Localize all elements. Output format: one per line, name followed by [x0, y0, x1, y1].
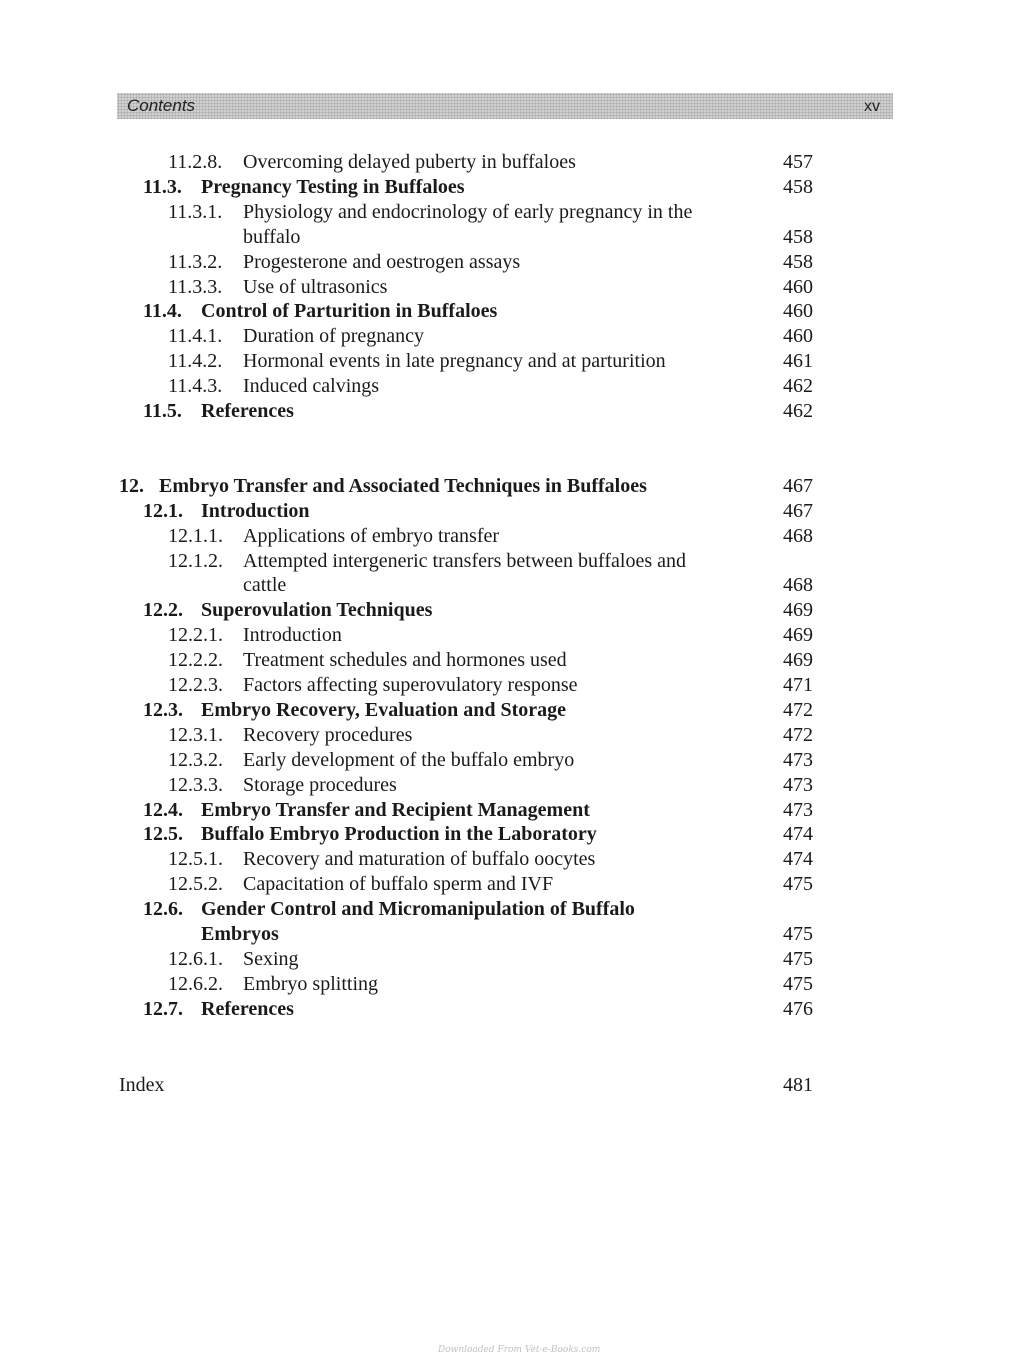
toc-entry-number: 12.3.	[143, 699, 183, 721]
toc-entry-number: 12.3.3.	[168, 774, 223, 796]
toc-section[interactable]	[143, 822, 597, 846]
toc-entry-number: 11.3.2.	[168, 251, 223, 273]
toc-page-number: 467	[783, 500, 813, 522]
toc-page-number: 475	[783, 873, 813, 895]
toc-subsection[interactable]	[168, 374, 379, 398]
toc-entry-title: Induced calvings	[243, 375, 380, 397]
toc-entry-title: Attempted intergeneric transfers between buffaloes and	[243, 550, 686, 572]
toc-entry-number: 12.5.	[143, 823, 183, 845]
toc-subsection[interactable]	[168, 623, 342, 647]
toc-entry-title: Recovery and maturation of buffalo oocytes	[243, 848, 596, 870]
toc-entry-number: 11.4.3.	[168, 375, 223, 397]
toc-subsection[interactable]	[168, 872, 553, 896]
toc-page-number: 475	[783, 948, 813, 970]
toc-page-number: 471	[783, 674, 813, 696]
index-label: Index	[119, 1074, 165, 1096]
toc-page-number: 472	[783, 699, 813, 721]
toc-section[interactable]	[143, 175, 465, 199]
toc-page-number: 469	[783, 624, 813, 646]
toc-section[interactable]	[143, 299, 497, 323]
toc-entry-title: References	[201, 400, 294, 422]
toc-page-number: 469	[783, 649, 813, 671]
toc-entry-number: 12.5.2.	[168, 873, 223, 895]
toc-entry-title: Introduction	[243, 624, 342, 646]
toc-page-number: 460	[783, 276, 813, 298]
footer-watermark: Downloaded From Vet-e-Books.com	[438, 1345, 601, 1355]
toc-section[interactable]	[143, 897, 635, 921]
toc-entry-number: 12.6.	[143, 898, 183, 920]
toc-page-number: 458	[783, 226, 813, 248]
toc-section[interactable]	[143, 698, 566, 722]
toc-page-number: 476	[783, 998, 813, 1020]
toc-entry-title: Use of ultrasonics	[243, 276, 388, 298]
toc-section[interactable]	[143, 399, 294, 423]
toc-entry-number: 12.1.	[143, 500, 183, 522]
toc-entry-title: Duration of pregnancy	[243, 325, 425, 347]
toc-subsection[interactable]	[168, 723, 412, 747]
toc-page-number: 462	[783, 400, 813, 422]
toc-entry-number: 12.6.1.	[168, 948, 223, 970]
toc-entry-number: 12.5.1.	[168, 848, 223, 870]
toc-page-number: 473	[783, 749, 813, 771]
toc-subsection[interactable]	[168, 773, 397, 797]
toc-entry-number: 12.3.1.	[168, 724, 223, 746]
toc-entry-number: 12.1.2.	[168, 550, 223, 572]
toc-entry-title: Recovery procedures	[243, 724, 413, 746]
toc-page-number: 475	[783, 973, 813, 995]
running-header-band	[117, 93, 893, 119]
toc-page-number: 468	[783, 525, 813, 547]
toc-subsection[interactable]	[168, 349, 666, 373]
toc-entry-title-continuation: cattle	[243, 574, 287, 596]
running-header-title: Contents	[127, 96, 196, 115]
toc-subsection[interactable]	[168, 524, 499, 548]
toc-subsection[interactable]	[168, 324, 424, 348]
toc-entry-title: Early development of the buffalo embryo	[243, 749, 575, 771]
toc-entry-title: Introduction	[201, 500, 310, 522]
running-header-page-number: xv	[864, 98, 880, 115]
toc-entry-title: Capacitation of buffalo sperm and IVF	[243, 873, 554, 895]
toc-entry-title: Storage procedures	[243, 774, 397, 796]
toc-entry-title: Superovulation Techniques	[201, 599, 433, 621]
toc-entry-number: 12.2.	[143, 599, 183, 621]
toc-page-number: 460	[783, 300, 813, 322]
toc-entry-title: Progesterone and oestrogen assays	[243, 251, 521, 273]
toc-subsection[interactable]	[168, 200, 692, 224]
toc-entry-number: 11.3.1.	[168, 201, 223, 223]
toc-entry-title: Factors affecting superovulatory response	[243, 674, 578, 696]
toc-subsection[interactable]	[168, 275, 387, 299]
toc-entry-title: Sexing	[243, 948, 299, 970]
toc-entry-title: References	[201, 998, 294, 1020]
toc-entry-title: Embryo Transfer and Recipient Management	[201, 799, 590, 821]
toc-page-number: 474	[783, 848, 813, 870]
toc-subsection[interactable]	[168, 150, 576, 174]
toc-page-number: 473	[783, 774, 813, 796]
index-page-number: 481	[783, 1074, 813, 1096]
toc-entry-number: 11.4.1.	[168, 325, 223, 347]
toc-entry-title: Applications of embryo transfer	[243, 525, 500, 547]
toc-entry-number: 12.7.	[143, 998, 183, 1020]
toc-entry-number: 12.4.	[143, 799, 183, 821]
toc-page-number: 462	[783, 375, 813, 397]
toc-entry-title-continuation: Embryos	[201, 923, 279, 945]
toc-entry-number: 11.4.2.	[168, 350, 223, 372]
toc-entry-number: 12.3.2.	[168, 749, 223, 771]
toc-section[interactable]	[143, 499, 310, 523]
toc-page-number: 472	[783, 724, 813, 746]
toc-entry-title: Pregnancy Testing in Buffaloes	[201, 176, 465, 198]
toc-page-number: 475	[783, 923, 813, 945]
toc-entry-number: 12.2.2.	[168, 649, 223, 671]
toc-entry-number: 11.5.	[143, 400, 182, 422]
toc-chapter[interactable]	[119, 474, 647, 498]
toc-entry-title: Buffalo Embryo Production in the Laboratory	[201, 823, 597, 845]
toc-entry-number: 12.2.3.	[168, 674, 223, 696]
toc-page-number: 458	[783, 251, 813, 273]
toc-subsection[interactable]	[168, 250, 520, 274]
toc-entry-title: Hormonal events in late pregnancy and at parturition	[243, 350, 666, 372]
toc-page-number: 467	[783, 475, 813, 497]
toc-entry-title: Gender Control and Micromanipulation of Buffalo	[201, 898, 635, 920]
toc-subsection[interactable]	[168, 947, 299, 971]
toc-subsection[interactable]	[168, 847, 595, 871]
toc-page-number: 474	[783, 823, 813, 845]
toc-entry-title: Control of Parturition in Buffaloes	[201, 300, 498, 322]
toc-entry-number: 11.4.	[143, 300, 182, 322]
toc-entry-number: 12.	[119, 475, 144, 497]
toc-entry-title: Treatment schedules and hormones used	[243, 649, 567, 671]
toc-page-number: 460	[783, 325, 813, 347]
toc-section[interactable]	[143, 997, 294, 1021]
toc-subsection[interactable]	[168, 972, 378, 996]
toc-page-number: 468	[783, 574, 813, 596]
toc-entry-number: 11.3.	[143, 176, 182, 198]
toc-entry-title: Embryo Transfer and Associated Techniques in Buffaloes	[159, 475, 647, 497]
toc-entry-number: 11.2.8.	[168, 151, 223, 173]
index-entry[interactable]	[119, 1073, 165, 1097]
toc-page-number: 473	[783, 799, 813, 821]
toc-entry-number: 12.6.2.	[168, 973, 223, 995]
toc-subsection[interactable]	[168, 549, 686, 573]
toc-section[interactable]	[143, 598, 432, 622]
toc-page-number: 469	[783, 599, 813, 621]
toc-entry-number: 12.2.1.	[168, 624, 223, 646]
toc-page-number: 457	[783, 151, 813, 173]
toc-page-number: 458	[783, 176, 813, 198]
toc-entry-title: Physiology and endocrinology of early pregnancy in the	[243, 201, 693, 223]
toc-subsection[interactable]	[168, 748, 574, 772]
toc-page-number: 461	[783, 350, 813, 372]
toc-entry-title: Embryo splitting	[243, 973, 378, 995]
toc-entry-number: 12.1.1.	[168, 525, 223, 547]
toc-entry-title: Overcoming delayed puberty in buffaloes	[243, 151, 576, 173]
toc-entry-number: 11.3.3.	[168, 276, 223, 298]
toc-subsection[interactable]	[168, 648, 567, 672]
toc-subsection[interactable]	[168, 673, 578, 697]
toc-section[interactable]	[143, 798, 590, 822]
toc-entry-title-continuation: buffalo	[243, 226, 301, 248]
toc-entry-title: Embryo Recovery, Evaluation and Storage	[201, 699, 566, 721]
